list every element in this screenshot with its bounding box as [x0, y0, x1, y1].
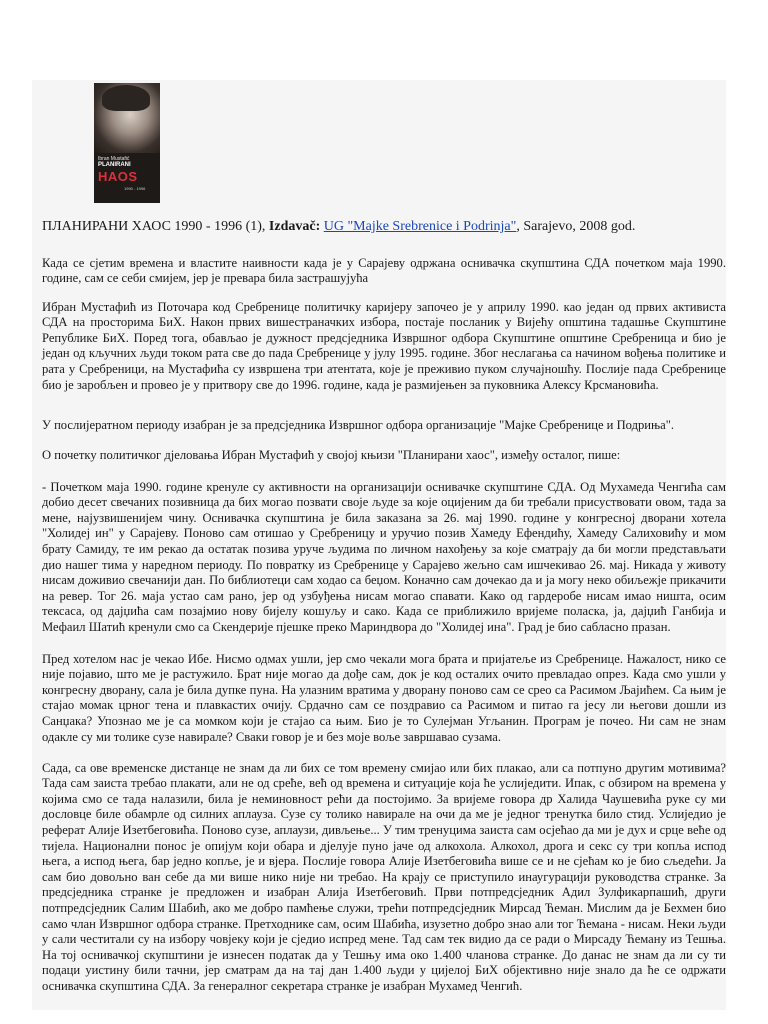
paragraph-intro: Када се сјетим времена и властите наивности када је у Сарајеву одржана оснивачка скупштина СДА почетком маја 1990. године, сам се себи смијем, јер је превара била застрашујућа	[42, 255, 726, 286]
book-title: ПЛАНИРАНИ ХАОС 1990 - 1996 (1),	[42, 219, 266, 234]
cover-years: 1990 - 1996	[124, 186, 146, 191]
paragraph-quote-1: - Почетком маја 1990. године кренуле су активности на организацији оснивачке скупштине СДА. Од Мухамеда Ченгића сам добио десет свечаних позивница да бих могао позвати своје људе за које оцијеним да би требали присуствовати овом, тада за мене, најузвишенијем чину. Оснивачка скупштина је била заказана за 26. мај 1990. године у конгресној дворани хотела "Холидеј ин" у Сарајеву. Поново сам отишао у Сребреницу и уручио позив Хамеду Ефендићу, Хамеду Салиховићу и мом брату Самиду, те им рекао да остатак позива уруче људима по личном нахођењу за које сматрају да би могли представљати дио нашег тима у наредном периоду. По повратку из Сребренице у Сарајево жељно сам ишчекивао 26. мај. Никада у животу нисам доживио свечанији дан. По библиотеци сам ходао са беџом. Коначно сам дочекао да и ја могу неко обиљежје прикачити на ревер. Тог 26. маја устао сам рано, јер од узбуђења нисам могао спавати. Како од гардеробе нисам имао ништа, осим тексаса, од дајџића сам позајмио нову бијелу кошуљу и сако. Када се приближило вријеме поласка, ја, дајџић Ганбија и Мефаил Шатић кренули смо са Скендерије пјешке преко Мариндвора до "Холидеј ина". Град је био сабласно празан.	[42, 479, 726, 634]
cover-author: Ibran Mustafić	[98, 156, 130, 162]
place-year: , Sarajevo, 2008 god.	[516, 219, 636, 234]
book-caption	[42, 217, 732, 237]
paragraph-quote-3: Сада, са ове временске дистанце не знам да ли бих се том времену смијао или бих плакао, али са потпуно другим мотивима? Тада сам заиста требао плакати, али не од среће, већ од времена и ситуације која ће услиједити. Ипак, с обзиром на времена у којима смо се тада налазили, била је неминовност рећи да постојимо. За вријеме говора др Халида Чаушевића руке су ми дословце биле обамрле од силних аплауза. Сузе су толико навирале на очи да ме је једног тренутка било стид. Услиједио је реферат Алије Изетбеговића. Поново сузе, аплаузи, дивљење... У тим тренуцима заиста сам осјећао да ми је дух и срце веће од тијела. Национални понос је опијум који обара и дјелује пуно јаче од алкохола. Алкохол, дрога и секс су три копља испод њега, а испод њега, бар једно копље, је и вјера. Послије говора Алије Изетбеговића више се и не сјећам ко је био сљедећи. Ја сам био довољно ван себе да ми више нико није ни требао. На крају се приступило инаугурацији руководства странке. За предсједника странке је предложен и изабран Алија Изетбеговић. Први потпредсједник Адил Зулфикарпашић, други потпредсједник Салим Шабић, ако ме добро памћење служи, трећи потпредсједник Мирсад Ћеман. Мислим да је Бехмен био само члан Извршног одбора странке. Претходнике сам, осим Шабића, изузетно добро знао али тог Ћемана - нисам. Неки људи у сали честитали су на избору човјеку који је сједио испред мене. Тад сам тек видио да се ради о Мирсаду Ћеману из Тешња. На тој оснивачкој скупштини је изнесен податак да у Тешњу има око 1.400 чланова странке. До данас не знам да ли су ти подаци уистину били тачни, јер сматрам да на тај дан 1.400 људи у цијелој БиХ објективно није знало да ће се одржати оснивачка скупштина СДА. За генералног секретара странке је изабран Мухамед Ченгић.	[42, 760, 726, 993]
cover-title-line2: HAOS	[98, 169, 138, 184]
publisher-label: Izdavač:	[268, 219, 321, 234]
publisher-link[interactable]: UG "Majke Srebrenice i Podrinja"	[323, 219, 517, 234]
paragraph-biography: Ибран Мустафић из Поточара код Сребренице политичку каријеру започео је у априлу 1990. као један од првих активиста СДА на просторима БиХ. Након првих вишестраначких избора, постаје посланик у Вијећу општина тадашње Скупштине Републике БиХ. Поред тога, обављао је дужност предсједника Извршног одбора Скупштине општине Сребреница и био је један од кључних људи током рата све до пада Сребренице у јулу 1995. године. Због неслагања са начином вођења политике и рата у Сребреници, на Мустафића су извршена три атентата, које је преживио пуком случајношћу. Послије пада Сребренице био је заробљен и провео је у притвору све до 1996. године, када је размијењен за пуковника Алексу Крсмановића.	[42, 299, 726, 392]
paragraph-postwar: У послијератном периоду изабран је за предсједника Извршног одбора организације "Мајке Сребренице и Подриња".	[42, 417, 675, 432]
book-cover-image	[94, 83, 160, 203]
author-photo-hair	[102, 85, 150, 111]
cover-title-line1: PLANIRANI	[98, 162, 131, 168]
paragraph-book-intro: О почетку политичког дјеловања Ибран Мустафић у својој књизи "Планирани хаос", између осталог, пише:	[42, 447, 621, 462]
paragraph-quote-2: Пред хотелом нас је чекао Ибе. Нисмо одмах ушли, јер смо чекали мога брата и пријатеље из Сребренице. Нажалост, нико се није појавио, што ме је растужило. Брат није могао да дође сам, док је код осталих очито превладао опрез. Када смо ушли у конгресну дворану, сала је била дупке пуна. На улазним вратима у дворану поново сам се срео са Расимом Љајићем. Са њим је стајао момак црног тена и плавкастих очију. Срдачно сам се поздравио са Расимом и питао га јесу ли његови дошли из Санџака? Упознао ме је са момком који је стајао са њим. Био је то Сулејман Угљанин. Програм је почео. Ни сам не знам одакле су ми толике сузе навирале? Сваки говор је и без моје воље завршавао сузама.	[42, 651, 726, 744]
